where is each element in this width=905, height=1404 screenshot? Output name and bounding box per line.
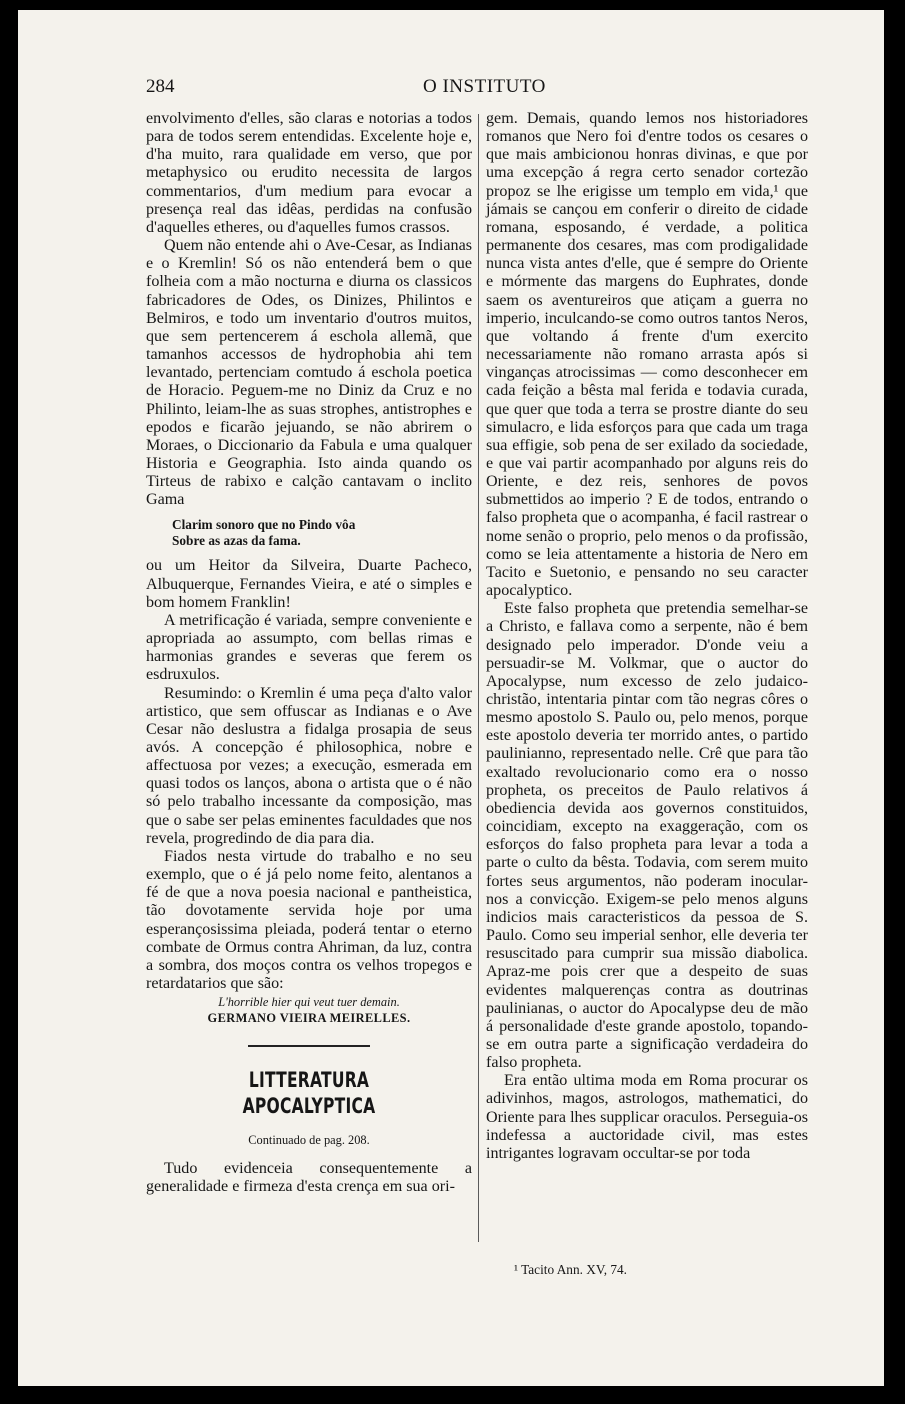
column-rule xyxy=(478,114,479,1242)
paragraph: Fiados nesta virtude do trabalho e no seu exemplo, que o é já pelo nome feito, alentanos a fé de que a nova poesia nacional e pantheistica, tão dovotamente servida hoje por uma esperançosissima pleiada, poderá tentar o eterno combate de Ormus contra Ahriman, da luz, contra a sombra, dos moços contra os velhos tropegos e retardatarios que são: xyxy=(146,847,472,993)
epigraph: L'horrible hier qui veut tuer demain. xyxy=(218,995,400,1010)
paragraph: A metrificação é variada, sempre conveniente e apropriada ao assumpto, com bellas rimas e harmonias grandes e severas que ferem os esdruxulos. xyxy=(146,611,472,684)
verse-line: Clarim sonoro que no Pindo vôa xyxy=(172,517,356,533)
paragraph: gem. Demais, quando lemos nos historiadores romanos que Nero foi d'entre todos os cesares o que mais ambicionou honras divinas, e que por uma excepção á regra certo senador cortezão propoz se lhe erigisse um templo em vida,¹ que jámais se cançou em conferir o direito de cidade romana, esposando, é verdade, a politica permanente dos cesares, mas com prodigalidade nunca vista antes d'elle, que é sempre do Oriente e mórmente das margens do Euphrates, donde saem os aventureiros que atiçam a guerra no imperio, inculcando-se como outros tantos Neros, que voltando á frente d'um exercito necessariamente não romano arrasta após si vinganças atrocissimas — como desconhecer em cada feição a bêsta mal ferida e todavia curada, que quer que toda a terra se prostre diante do seu simulacro, e lida esforços para que cada um traga sua effigie, sob pena de ser exilado da sociedade, e que vai partir acompanhado por alguns reis do Oriente, e dez reis, senhores de povos submettidos ao imperio ? E de todos, entrando o falso propheta que o acompanha, é facil rastrear o nome senão o proprio, pelo menos o da profissão, como se leia attentamente a historia de Nero em Tacito e Suetonio, e pensando no seu caracter apocalyptico. xyxy=(486,110,808,600)
page xyxy=(18,10,884,1386)
right-column xyxy=(486,110,808,1163)
paragraph: Era então ultima moda em Roma procurar os adivinhos, magos, astrologos, mathematici, do Oriente para lhes supplicar oraculos. Perseguia-os indefessa a auctoridade civil, mas estes intrigantes logravam occultar-se por toda xyxy=(486,1072,808,1162)
running-title: O INSTITUTO xyxy=(423,76,546,97)
footnote: ¹ Tacito Ann. XV, 74. xyxy=(514,1262,628,1277)
paragraph: Tudo evidenceia consequentemente a generalidade e firmeza d'esta crença em sua ori- xyxy=(146,1160,472,1196)
author-signature: GERMANO VIEIRA MEIRELLES. xyxy=(207,1011,411,1026)
paragraph: Resumindo: o Kremlin é uma peça d'alto valor artistico, que sem offuscar as Indianas e o Ave Cesar não deslustra a fidalga prosapia de seus avós. A concepção é philosophica, nobre e affectuosa por vezes; a execução, esmerada em quasi todos os lanços, abona o artista que o é não só pelo trabalho incessante da composição, mas que o sabe ser pelas eminentes faculdades que nos revela, progredindo de dia para dia. xyxy=(146,684,472,847)
paragraph: Quem não entende ahi o Ave-Cesar, as Indianas e o Kremlin! Só os não entenderá bem o que folheia com a mão nocturna e diurna os classicos fabricadores de Odes, os Dinizes, Philintos e Belmiros, e todo um inventario d'outros muitos, que sem pertencerem á eschola allemã, que tamanhos accessos de hydrophobia ahi tem levantado, pertenciam comtudo á eschola poetica de Horacio. Peguem-me no Diniz da Cruz e no Philinto, leiam-lhe as suas strophes, antistrophes e epodos e ficarão jejuando, se não abrirem o Moraes, o Diccionario da Fabula e uma qualquer Historia e Geographia. Isto ainda quando os Tirteus de rabixo e calção cantavam o inclito Gama xyxy=(146,237,472,509)
verse-line: Sobre as azas da fama. xyxy=(172,533,301,549)
page-number: 284 xyxy=(146,76,175,97)
left-column xyxy=(146,110,472,1197)
section-divider xyxy=(248,1045,370,1047)
paragraph: ou um Heitor da Silveira, Duarte Pacheco, Albuquerque, Fernandes Vieira, e até o simples e bom homem Franklin! xyxy=(146,557,472,611)
paragraph: Este falso propheta que pretendia semelhar-se a Christo, e fallava como a serpente, não é bem designado pelo imperador. D'onde veiu a persuadir-se M. Volkmar, que o auctor do Apocalypse, num excesso de zelo judaico-christão, intentaria pintar com tão negras côres o mesmo apostolo S. Paulo ou, pelo menos, porque este apostolo deveria ter morrido antes, o partido paulinianno, representado nelle. Crê que para tão exaltado revolucionario como era o nosso propheta, os preceitos de Paulo relativos á obediencia devida aos governos constituidos, coincidiam, excepto na exaggeração, com os esforços do falso propheta para levar a toda a parte o culto da bêsta. Todavia, com serem muito fortes seus argumentos, não poderam inocular-nos a convicção. Exigem-se pelo menos alguns indicios mais caracteristicos da pessoa de S. Paulo. Como seu imperial senhor, elle deveria ter resuscitado para cumprir sua missão diabolica. Apraz-me pois crer que a despeito de suas evidentes malquerenças contra as doutrinas paulinianas, o auctor do Apocalypse deu de mão á personalidade d'este grande apostolo, topando-se em outra parte a significação verdadeira do falso propheta. xyxy=(486,600,808,1072)
continuation-note: Continuado de pag. 208. xyxy=(248,1133,370,1148)
paragraph: envolvimento d'elles, são claras e notorias a todos para de todos serem entendidas. Excelente hoje e, d'ha muito, rara qualidade em verso, que por metaphysico ou erudito necessita de largos commentarios, d'um medium para evocar a presença real das idêas, perdidas na confusão d'aquelles etheres, ou d'aquelles fumos crassos. xyxy=(146,110,472,236)
verse-quote xyxy=(172,517,472,549)
section-title: LITTERATURA APOCALYPTICA xyxy=(242,1068,376,1119)
